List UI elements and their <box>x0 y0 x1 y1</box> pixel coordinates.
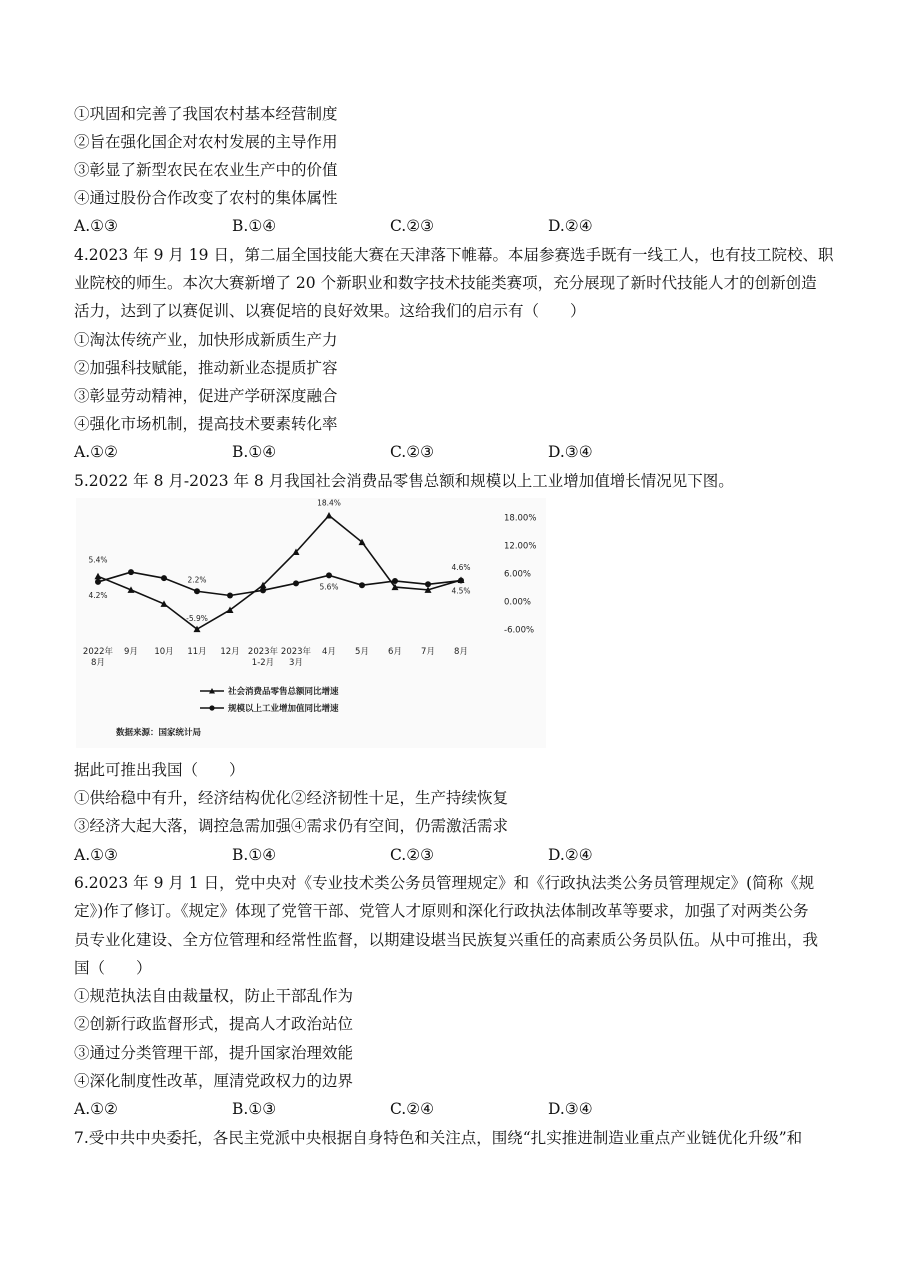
x-tick-label: 7月 <box>421 647 435 657</box>
y-tick-label: -6.00% <box>504 625 535 636</box>
data-point-circle <box>359 582 365 588</box>
q3-option-a: A.①③ <box>74 217 118 235</box>
q6-option-b: B.①③ <box>232 1100 277 1118</box>
data-point-circle <box>458 578 464 584</box>
q3-item-2: ②旨在强化国企对农村发展的主导作用 <box>74 133 338 151</box>
q6-stem-line-1: 6.2023 年 9 月 1 日，党中央对《专业技术类公务员管理规定》和《行政执法类公务员管理规定》(简称《规 <box>74 874 815 892</box>
q6-stem-line-2: 定》)作了修订。《规定》体现了党管干部、党管人才原则和深化行政执法体制改革等要求，加强了对两类公务 <box>74 902 809 920</box>
x-tick-label: 4月 <box>322 647 336 657</box>
data-point-circle <box>425 581 431 587</box>
x-tick-label: 8月 <box>454 647 468 657</box>
legend-marker-circle <box>209 705 214 710</box>
chart-svg <box>76 498 546 748</box>
data-point-circle <box>95 579 101 585</box>
q4-option-b: B.①④ <box>232 443 277 461</box>
q5-option-b: B.①④ <box>232 846 277 864</box>
q3-item-3: ③彰显了新型农民在农业生产中的价值 <box>74 161 338 179</box>
series-line <box>98 572 461 595</box>
legend-label: 规模以上工业增加值同比增速 <box>228 704 339 714</box>
data-label: 4.2% <box>88 590 108 600</box>
q3-option-d: D.②④ <box>548 217 593 235</box>
q4-stem-line-3: 活力，达到了以赛促训、以赛促培的良好效果。这给我们的启示有（ ） <box>74 302 586 320</box>
data-label: 4.6% <box>451 563 471 573</box>
q5-followup: 据此可推出我国（ ） <box>74 761 245 779</box>
data-label: 4.5% <box>451 586 471 596</box>
q5-item-12: ①供给稳中有升，经济结构优化②经济韧性十足，生产持续恢复 <box>74 789 509 807</box>
q4-item-4: ④强化市场机制，提高技术要素转化率 <box>74 415 338 433</box>
q6-item-4: ④深化制度性改革，厘清党政权力的边界 <box>74 1072 354 1090</box>
q3-option-c: C.②③ <box>390 217 435 235</box>
q6-item-2: ②创新行政监督形式，提高人才政治站位 <box>74 1015 354 1033</box>
q6-option-d: D.③④ <box>548 1100 593 1118</box>
q6-stem-line-4: 国（ ） <box>74 959 152 977</box>
x-tick-label: 6月 <box>388 647 402 657</box>
x-tick-label: 12月 <box>220 647 240 657</box>
y-tick-label: 18.00% <box>504 513 537 524</box>
data-point-circle <box>392 578 398 584</box>
q3-option-b: B.①④ <box>232 217 277 235</box>
data-label: 5.4% <box>88 555 108 565</box>
data-point-circle <box>227 592 233 598</box>
data-point-triangle <box>95 573 102 580</box>
data-point-circle <box>128 569 134 575</box>
q4-item-3: ③彰显劳动精神，促进产学研深度融合 <box>74 387 338 405</box>
data-point-circle <box>194 588 200 594</box>
y-tick-label: 6.00% <box>504 569 532 580</box>
series-line <box>98 515 461 629</box>
q4-stem-line-1: 4.2023 年 9 月 19 日，第二届全国技能大赛在天津落下帷幕。本届参赛选手既有一线工人，也有技工院校、职 <box>74 246 834 264</box>
q6-item-3: ③通过分类管理干部，提升国家治理效能 <box>74 1044 354 1062</box>
q5-option-d: D.②④ <box>548 846 593 864</box>
q3-item-1: ①巩固和完善了我国农村基本经营制度 <box>74 105 338 123</box>
q4-item-1: ①淘汰传统产业，加快形成新质生产力 <box>74 331 338 349</box>
data-point-circle <box>260 587 266 593</box>
y-tick-label: 12.00% <box>504 541 537 552</box>
data-point-circle <box>161 575 167 581</box>
data-point-circle <box>326 572 332 578</box>
q5-option-a: A.①③ <box>74 846 118 864</box>
chart-source: 数据来源：国家统计局 <box>116 728 202 738</box>
q5-option-c: C.②③ <box>390 846 435 864</box>
x-tick-label: 9月 <box>124 647 138 657</box>
y-tick-label: 0.00% <box>504 597 532 608</box>
data-point-circle <box>293 580 299 586</box>
data-point-triangle <box>326 512 333 519</box>
data-label: 2.2% <box>187 575 207 585</box>
growth-line-chart <box>76 498 546 748</box>
legend-label: 社会消费品零售总额同比增速 <box>228 687 339 697</box>
x-tick-label: 2023年 1-2月 <box>247 647 279 668</box>
data-label: 5.6% <box>319 582 339 592</box>
q4-option-c: C.②③ <box>390 443 435 461</box>
q5-item-34: ③经济大起大落，调控急需加强④需求仍有空间，仍需激活需求 <box>74 817 509 835</box>
q4-option-a: A.①② <box>74 443 118 461</box>
q4-option-d: D.③④ <box>548 443 593 461</box>
data-label: -5.9% <box>186 614 208 624</box>
q6-option-a: A.①② <box>74 1100 118 1118</box>
q3-item-4: ④通过股份合作改变了农村的集体属性 <box>74 189 338 207</box>
q6-stem-line-3: 员专业化建设、全方位管理和经常性监督，以期建设堪当民族复兴重任的高素质公务员队伍。从中可推出，我 <box>74 931 819 949</box>
x-tick-label: 11月 <box>187 647 207 657</box>
q6-item-1: ①规范执法自由裁量权，防止干部乱作为 <box>74 987 354 1005</box>
x-tick-label: 2022年 8月 <box>82 647 114 668</box>
q6-option-c: C.②④ <box>390 1100 435 1118</box>
x-tick-label: 2023年 3月 <box>280 647 312 668</box>
q4-item-2: ②加强科技赋能，推动新业态提质扩容 <box>74 359 338 377</box>
data-label: 18.4% <box>317 498 341 508</box>
x-tick-label: 10月 <box>154 647 174 657</box>
q7-stem: 7.受中共中央委托，各民主党派中央根据自身特色和关注点，围绕“扎实推进制造业重点产业链优化升级”和 <box>74 1129 803 1147</box>
q5-stem: 5.2022 年 8 月-2023 年 8 月我国社会消费品零售总额和规模以上工业增加值增长情况见下图。 <box>74 472 734 490</box>
q4-stem-line-2: 业院校的师生。本次大赛新增了 20 个新职业和数字技术技能类赛项，充分展现了新时代技能人才的创新创造 <box>74 274 817 292</box>
x-tick-label: 5月 <box>355 647 369 657</box>
